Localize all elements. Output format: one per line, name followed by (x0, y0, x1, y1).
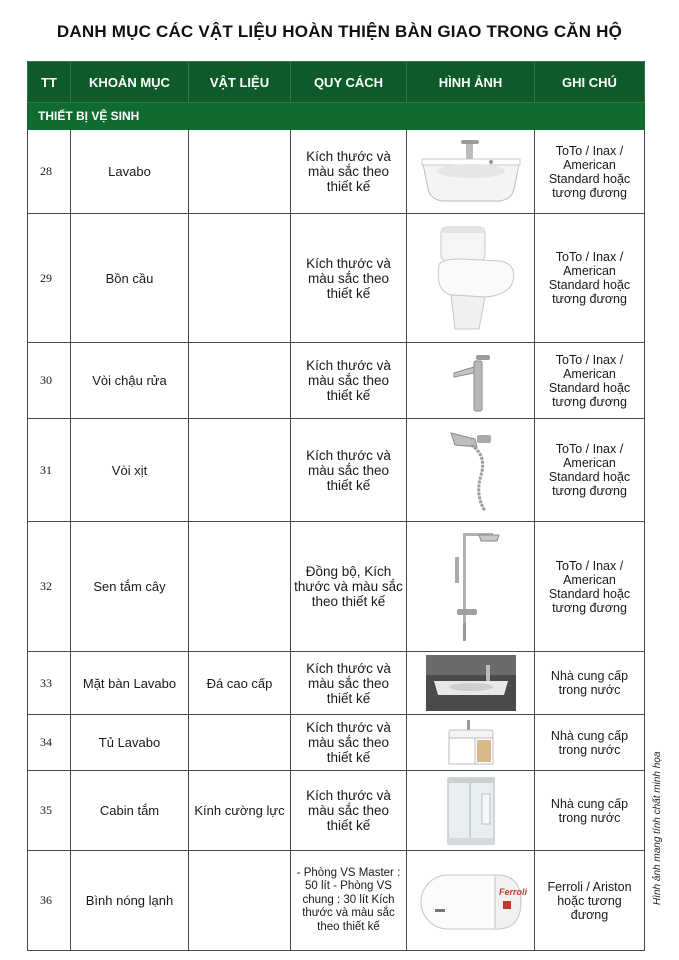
row-material (189, 851, 291, 951)
row-spec: Kích thước và màu sắc theo thiết kế (291, 343, 407, 419)
page-title: DANH MỤC CÁC VẬT LIỆU HOÀN THIỆN BÀN GIAO TRONG CĂN HỘ (56, 22, 623, 41)
illustration-disclaimer: Hình ảnh mang tính chất minh họa (652, 751, 663, 905)
materials-table (27, 61, 645, 951)
table-row (28, 652, 645, 715)
row-spec: Kích thước và màu sắc theo thiết kế (291, 771, 407, 851)
table-row (28, 343, 645, 419)
row-spec: Kích thước và màu sắc theo thiết kế (291, 214, 407, 343)
row-material (189, 715, 291, 771)
shower-cabin-icon (442, 774, 500, 848)
row-material (189, 130, 291, 214)
row-material (189, 419, 291, 522)
row-number: 34 (28, 715, 71, 771)
row-number: 28 (28, 130, 71, 214)
washbasin-icon (416, 137, 526, 207)
row-item: Tủ Lavabo (71, 715, 189, 771)
row-image (407, 214, 535, 343)
row-spec: Kích thước và màu sắc theo thiết kế (291, 652, 407, 715)
header-image: HÌNH ẢNH (407, 62, 535, 103)
table-row (28, 851, 645, 951)
row-note: Nhà cung cấp trong nước (535, 652, 645, 715)
row-image (407, 652, 535, 715)
header-tt: TT (28, 62, 71, 103)
row-number: 30 (28, 343, 71, 419)
row-spec: Kích thước và màu sắc theo thiết kế (291, 715, 407, 771)
row-item: Sen tắm cây (71, 522, 189, 652)
table-row (28, 715, 645, 771)
row-number: 29 (28, 214, 71, 343)
row-note: ToTo / Inax / American Standard hoặc tương đương (535, 214, 645, 343)
row-number: 31 (28, 419, 71, 522)
row-item: Lavabo (71, 130, 189, 214)
row-item: Vòi xịt (71, 419, 189, 522)
row-spec: Đồng bộ, Kích thước và màu sắc theo thiết kế (291, 522, 407, 652)
row-material: Kính cường lực (189, 771, 291, 851)
table-header-row (28, 62, 645, 103)
table-row (28, 419, 645, 522)
table-row (28, 214, 645, 343)
row-item: Cabin tắm (71, 771, 189, 851)
row-material (189, 343, 291, 419)
spray-hose-icon (441, 425, 501, 515)
row-material: Đá cao cấp (189, 652, 291, 715)
row-material (189, 214, 291, 343)
row-item: Mặt bàn Lavabo (71, 652, 189, 715)
row-image (407, 851, 535, 951)
row-note: Ferroli / Ariston hoặc tương đương (535, 851, 645, 951)
toilet-icon (421, 221, 521, 336)
section-title: THIẾT BỊ VỆ SINH (28, 103, 645, 130)
row-image (407, 130, 535, 214)
row-image (407, 419, 535, 522)
header-material: VẬT LIỆU (189, 62, 291, 103)
header-item: KHOẢN MỤC (71, 62, 189, 103)
row-number: 32 (28, 522, 71, 652)
row-spec: - Phòng VS Master : 50 lít - Phòng VS chung : 30 lít Kích thước và màu sắc theo thiết kế (291, 851, 407, 951)
row-note: ToTo / Inax / American Standard hoặc tương đương (535, 343, 645, 419)
row-number: 36 (28, 851, 71, 951)
heater-brand: Ferroli (498, 886, 527, 897)
header-note: GHI CHÚ (535, 62, 645, 103)
row-number: 35 (28, 771, 71, 851)
faucet-icon (446, 349, 496, 413)
water-heater-icon (415, 865, 527, 937)
row-item: Bình nóng lạnh (71, 851, 189, 951)
table-row (28, 130, 645, 214)
header-spec: QUY CÁCH (291, 62, 407, 103)
countertop-icon (426, 655, 516, 711)
row-note: ToTo / Inax / American Standard hoặc tương đương (535, 130, 645, 214)
vanity-cabinet-icon (445, 718, 497, 768)
row-image (407, 343, 535, 419)
row-image (407, 715, 535, 771)
row-item: Bồn cầu (71, 214, 189, 343)
row-image (407, 771, 535, 851)
row-note: Nhà cung cấp trong nước (535, 715, 645, 771)
row-number: 33 (28, 652, 71, 715)
shower-column-icon (441, 527, 501, 647)
row-item: Vòi chậu rửa (71, 343, 189, 419)
table-row (28, 771, 645, 851)
row-spec: Kích thước và màu sắc theo thiết kế (291, 419, 407, 522)
row-image (407, 522, 535, 652)
row-material (189, 522, 291, 652)
row-note: ToTo / Inax / American Standard hoặc tương đương (535, 522, 645, 652)
row-note: ToTo / Inax / American Standard hoặc tương đương (535, 419, 645, 522)
row-note: Nhà cung cấp trong nước (535, 771, 645, 851)
table-row (28, 522, 645, 652)
row-spec: Kích thước và màu sắc theo thiết kế (291, 130, 407, 214)
section-row (28, 103, 645, 130)
